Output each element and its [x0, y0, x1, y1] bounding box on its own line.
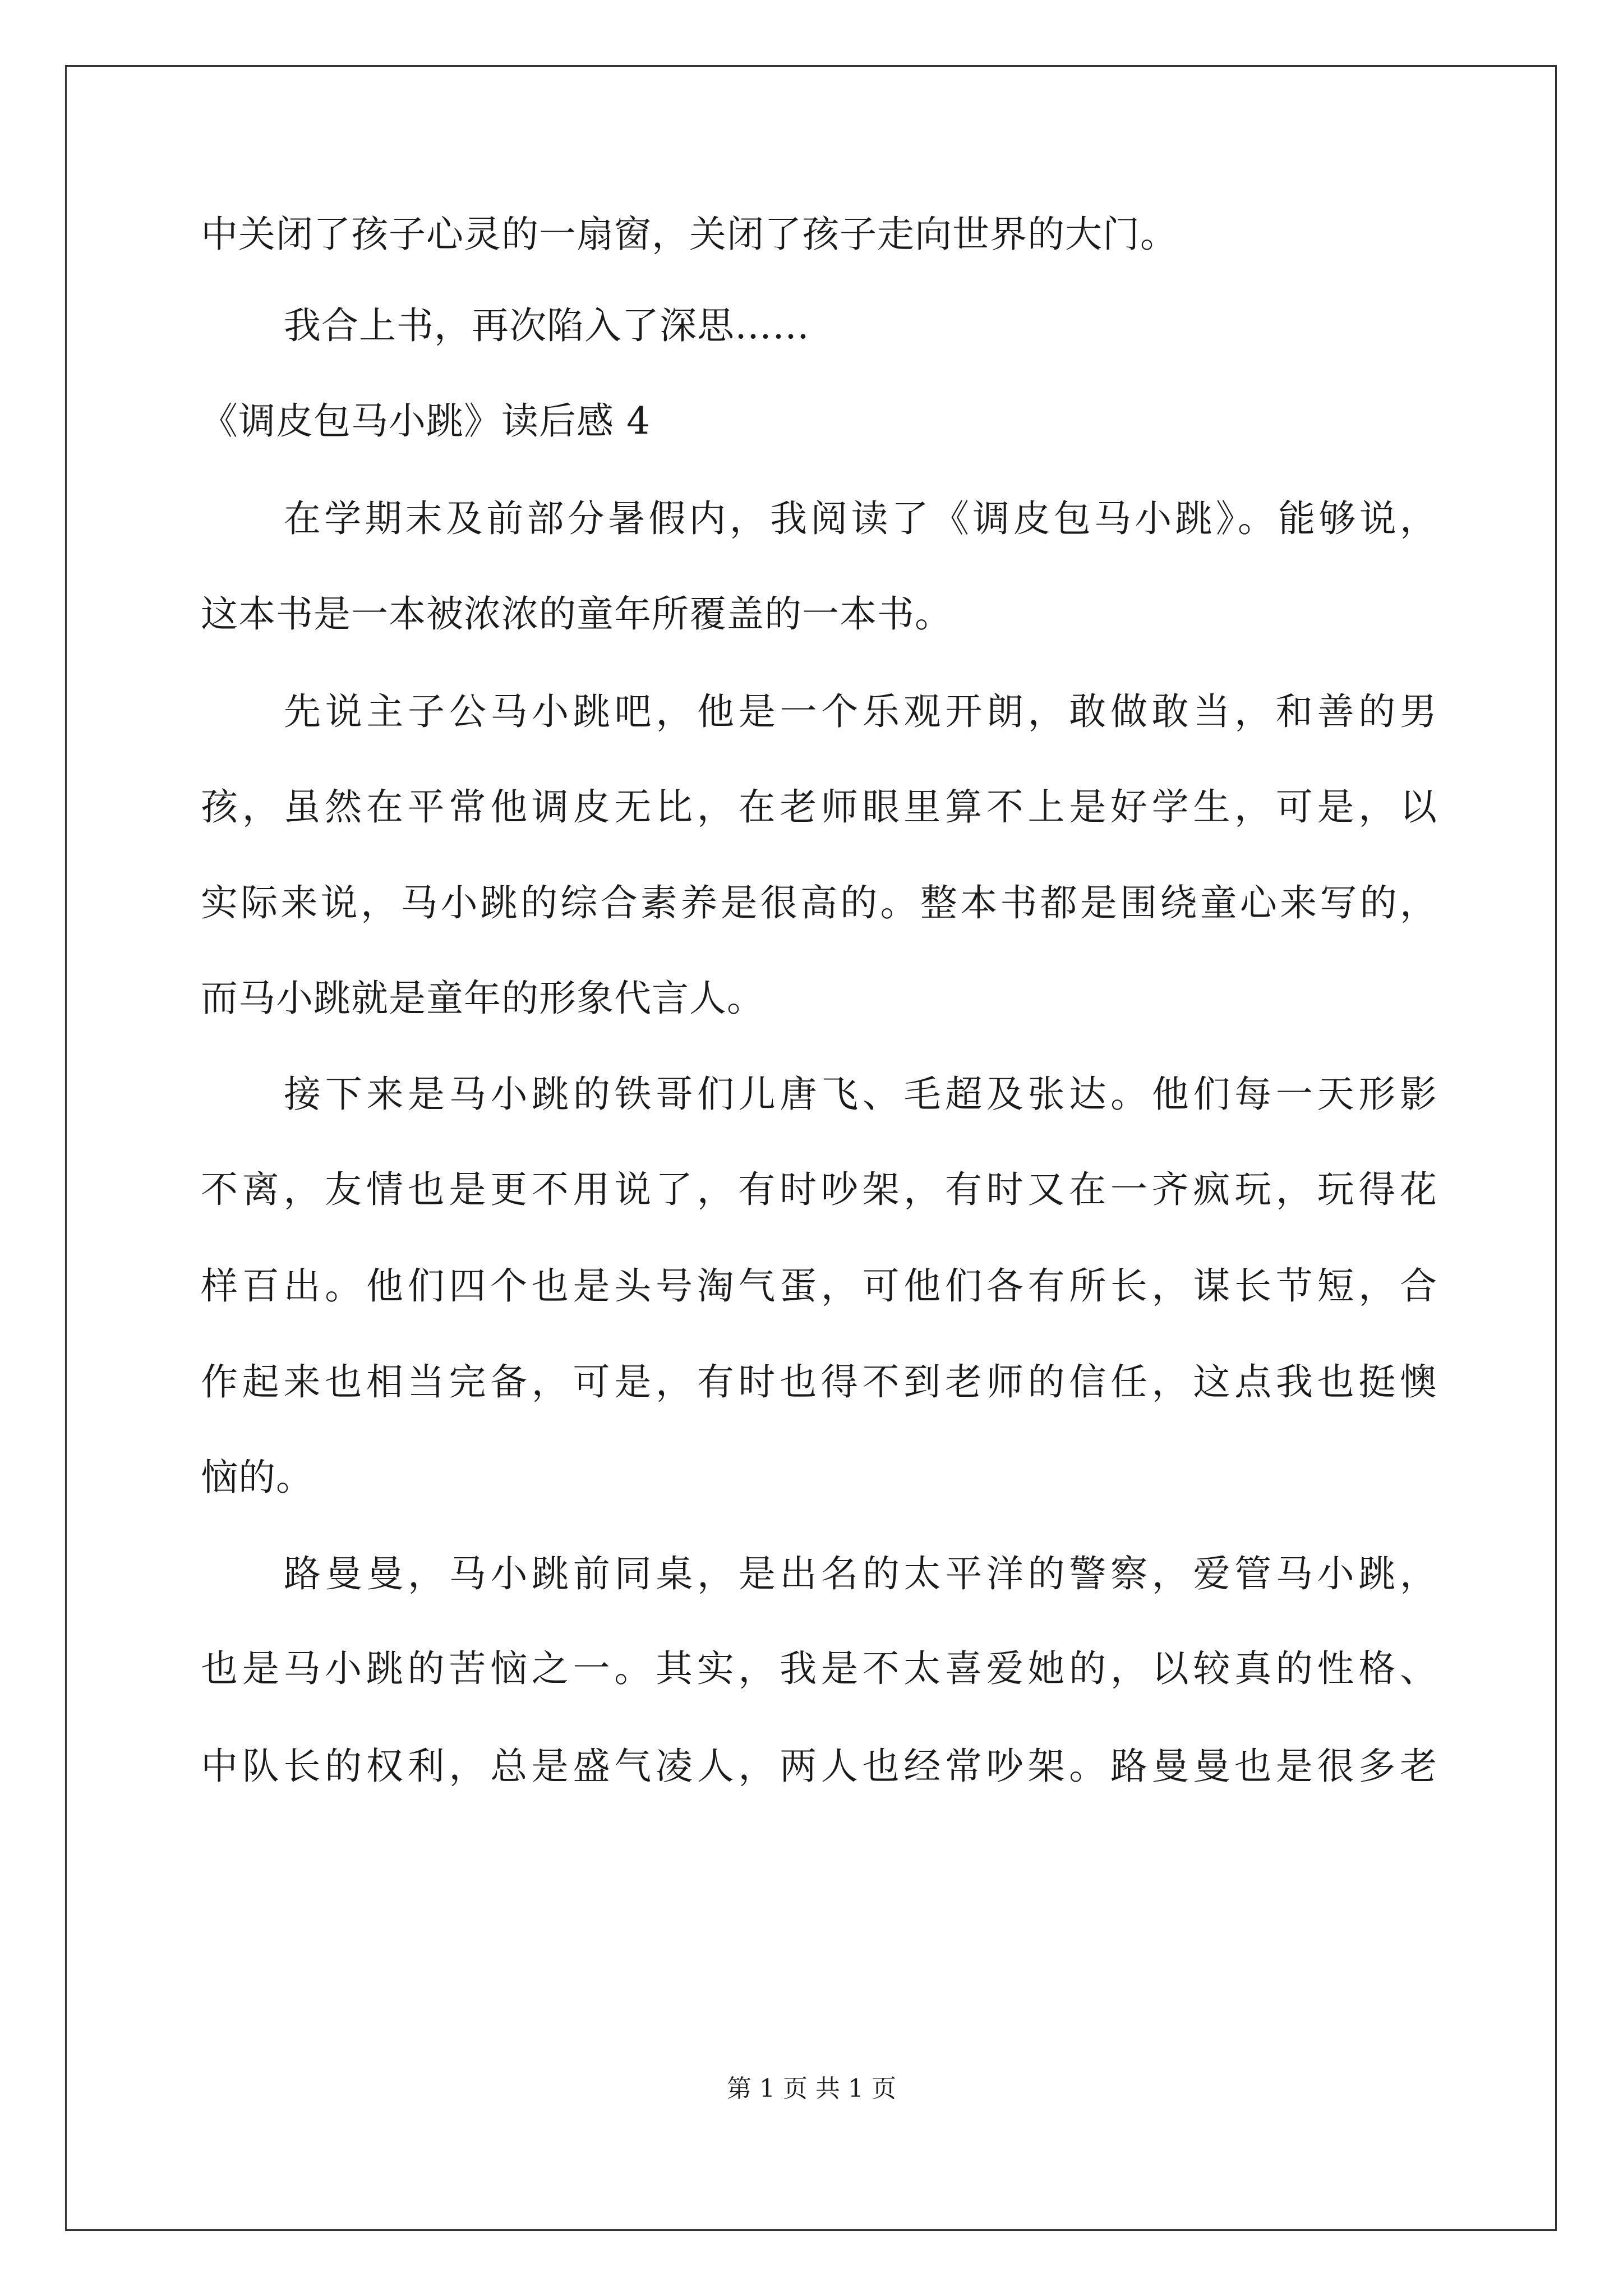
text-line: 实际来说，马小跳的综合素养是很高的。整本书都是围绕童心来写的，	[201, 881, 1437, 924]
text-line: 不离，友情也是更不用说了，有时吵架，有时又在一齐疯玩，玩得花	[201, 1168, 1437, 1211]
text-line: 我合上书，再次陷入了深思……	[284, 304, 810, 347]
text-line: 作起来也相当完备，可是，有时也得不到老师的信任，这点我也挺懊	[201, 1360, 1437, 1404]
text-line: 样百出。他们四个也是头号淘气蛋，可他们各有所长，谋长节短，合	[201, 1264, 1437, 1308]
page-border	[65, 65, 1557, 2231]
text-line: 接下来是马小跳的铁哥们儿唐飞、毛超及张达。他们每一天形影	[284, 1073, 1437, 1116]
text-line: 孩，虽然在平常他调皮无比，在老师眼里算不上是好学生，可是，以	[201, 785, 1437, 829]
text-line: 先说主子公马小跳吧，他是一个乐观开朗，敢做敢当，和善的男	[284, 690, 1437, 733]
text-line: 中关闭了孩子心灵的一扇窗，关闭了孩子走向世界的大门。	[201, 213, 1178, 256]
text-line: 在学期末及前部分暑假内，我阅读了《调皮包马小跳》。能够说，	[284, 497, 1437, 540]
text-line: 恼的。	[201, 1456, 313, 1499]
text-line: 这本书是一本被浓浓的童年所覆盖的一本书。	[201, 592, 952, 636]
text-line: 而马小跳就是童年的形象代言人。	[201, 977, 764, 1020]
text-line: 也是马小跳的苦恼之一。其实，我是不太喜爱她的，以较真的性格、	[201, 1647, 1437, 1690]
text-line: 路曼曼，马小跳前同桌，是出名的太平洋的警察，爱管马小跳，	[284, 1552, 1437, 1595]
text-line: 中队长的权利，总是盛气凌人，两人也经常吵架。路曼曼也是很多老	[201, 1745, 1437, 1788]
section-heading: 《调皮包马小跳》读后感 4	[201, 399, 651, 443]
page-footer: 第 1 页 共 1 页	[727, 2074, 896, 2103]
